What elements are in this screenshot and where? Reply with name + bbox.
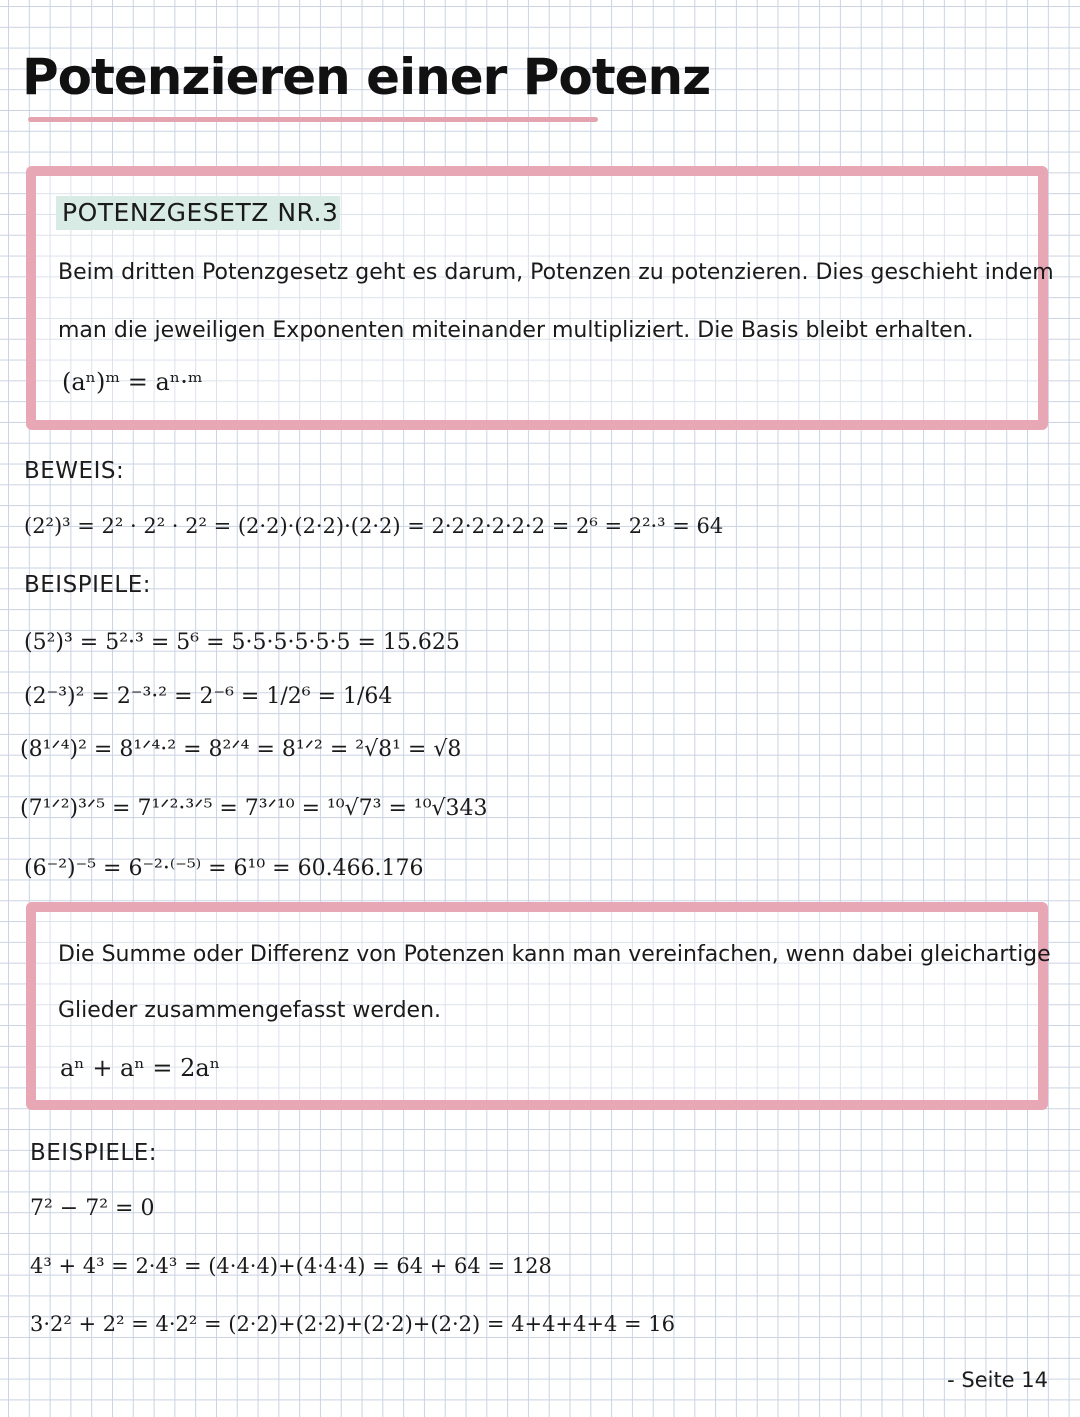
example-line: (7¹ᐟ²)³ᐟ⁵ = 7¹ᐟ²·³ᐟ⁵ = 7³ᐟ¹⁰ = ¹⁰√7³ = ¹⁰√343 [20, 796, 488, 821]
page-title: Potenzieren einer Potenz [22, 48, 711, 106]
example-line: (2⁻³)² = 2⁻³·² = 2⁻⁶ = 1/2⁶ = 1/64 [24, 684, 393, 709]
example-line: (5²)³ = 5²·³ = 5⁶ = 5·5·5·5·5·5 = 15.625 [24, 630, 460, 655]
law-heading: POTENZGESETZ NR.3 [56, 196, 340, 230]
law-formula: (aⁿ)ᵐ = aⁿ·ᵐ [62, 368, 203, 396]
sum-rule-formula: aⁿ + aⁿ = 2aⁿ [60, 1054, 221, 1082]
law-text-line-1: Beim dritten Potenzgesetz geht es darum, Potenzen zu potenzieren. Dies geschieht indem [58, 260, 1054, 285]
example-line: (6⁻²)⁻⁵ = 6⁻²·⁽⁻⁵⁾ = 6¹⁰ = 60.466.176 [24, 856, 424, 881]
sum-rule-line-1: Die Summe oder Differenz von Potenzen kann man vereinfachen, wenn dabei gleichartige [58, 942, 1051, 967]
page-number: - Seite 14 [947, 1368, 1048, 1392]
examples-heading: BEISPIELE: [24, 572, 151, 598]
sum-rule-line-2: Glieder zusammengefasst werden. [58, 998, 442, 1023]
example-line: 7² − 7² = 0 [30, 1196, 155, 1221]
examples-heading-2: BEISPIELE: [30, 1140, 157, 1166]
example-line: 4³ + 4³ = 2·4³ = (4·4·4)+(4·4·4) = 64 + 64 = 128 [30, 1254, 552, 1278]
example-line: 3·2² + 2² = 4·2² = (2·2)+(2·2)+(2·2)+(2·2) = 4+4+4+4 = 16 [30, 1312, 676, 1336]
proof-heading: BEWEIS: [24, 458, 125, 484]
proof-line: (2²)³ = 2² · 2² · 2² = (2·2)·(2·2)·(2·2) = 2·2·2·2·2·2 = 2⁶ = 2²·³ = 64 [24, 514, 724, 538]
law-text-line-2: man die jeweiligen Exponenten miteinander multipliziert. Die Basis bleibt erhalten. [58, 318, 974, 343]
title-underline [28, 117, 598, 122]
example-line: (8¹ᐟ⁴)² = 8¹ᐟ⁴·² = 8²ᐟ⁴ = 8¹ᐟ² = ²√8¹ = √8 [20, 737, 462, 762]
